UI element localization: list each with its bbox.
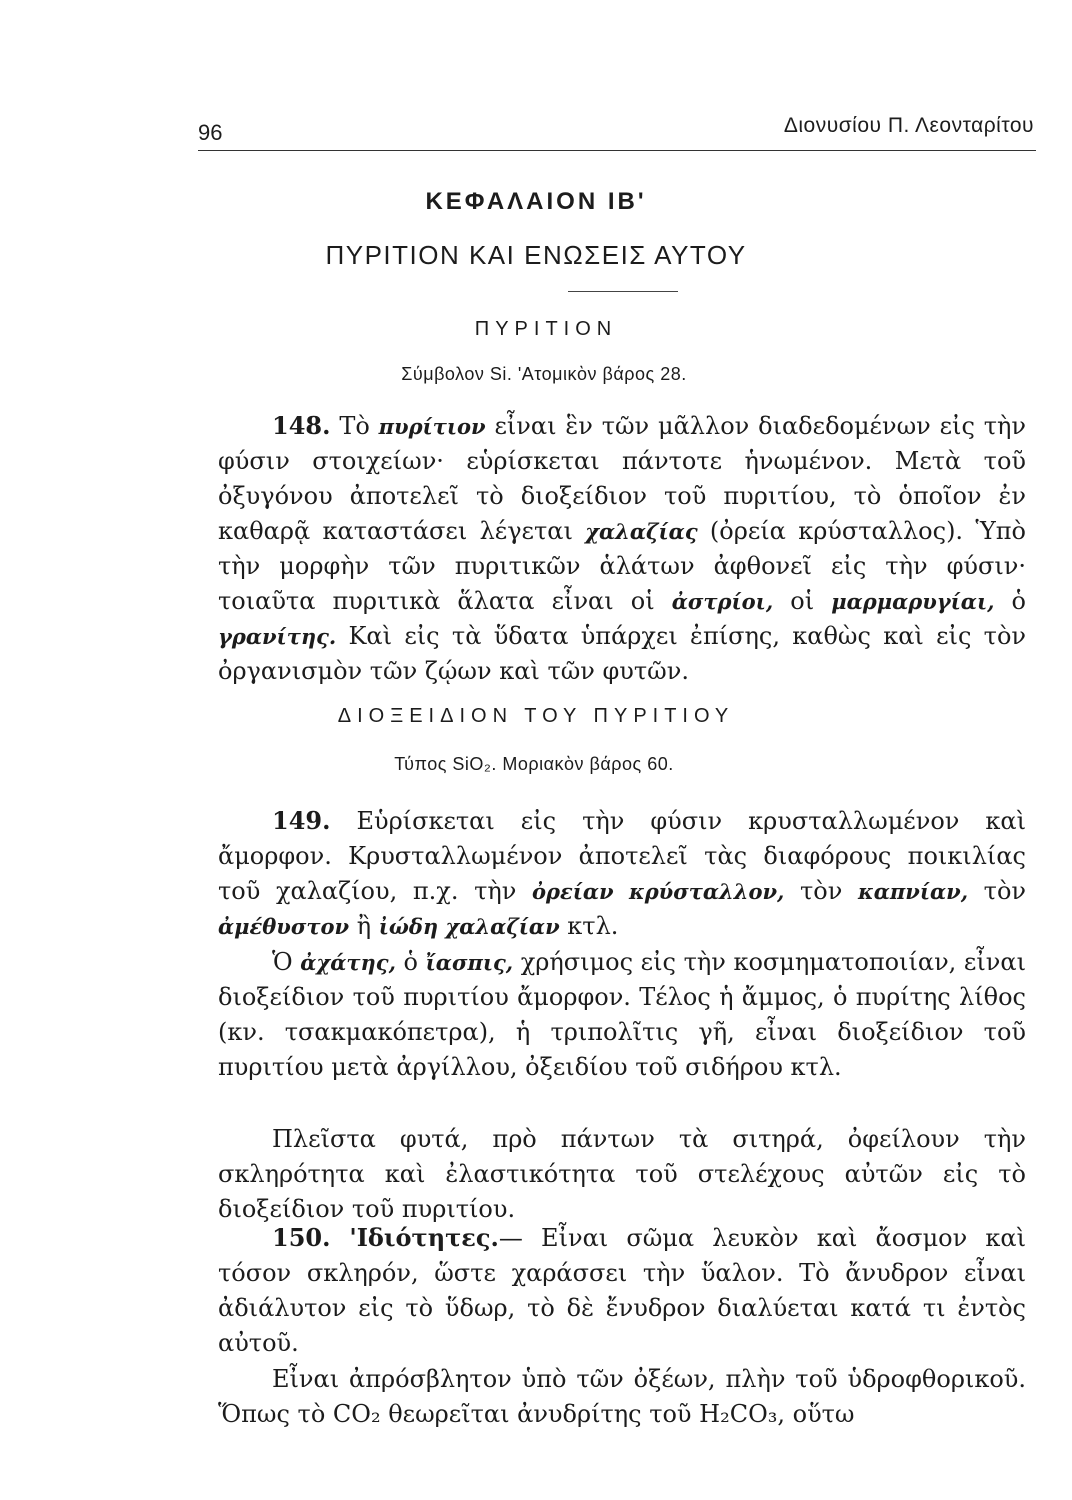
term: χαλαζίας (585, 519, 698, 544)
paragraph-150: 150. 'Ιδιότητες.— Εἶναι σῶμα λευκὸν καὶ ἄοσμον καὶ τόσον σκληρόν, ὥστε χαράσσει τὴν ὕαλον. Τὸ ἄνυδρον εἶναι ἀδιάλυτον εἰς τὸ ὕδωρ, τὸ δὲ ἔνυδρον διαλύεται κατά τι ἐντὸς αὐτοῦ. (218, 1223, 1026, 1357)
section-title-silicon-dioxide: ΔΙΟΞΕΙΔΙΟΝ ΤΟΥ ΠΥΡΙΤΙΟΥ (337, 705, 735, 727)
divider (568, 291, 678, 292)
term: ὀρείαν κρύσταλλον, (532, 879, 785, 904)
paragraph-number: 148. (272, 411, 331, 440)
paragraph-148: 148. Τὸ πυρίτιον εἶναι ἓν τῶν μᾶλλον διαδεδομένων εἰς τὴν φύσιν στοιχείων· εὑρίσκεται πάντοτε ἡνωμένον. Μετὰ τοῦ ὀξυγόνου ἀποτελεῖ τὸ διοξείδιον τοῦ πυριτίου, τὸ ὁποῖον ἐν καθαρᾷ καταστάσει λέγεται χαλαζίας (ὀρεία κρύσταλλος). Ὑπὸ τὴν μορφὴν τῶν πυριτικῶν ἁλάτων ἀφθονεῖ εἰς τὴν φύσιν· τοιαῦτα πυριτικὰ ἅλατα εἶναι οἱ ἀστρίοι, οἱ μαρμαρυγίαι, ὁ γρανίτης. Καὶ εἰς τὰ ὕδατα ὑπάρχει ἐπίσης, καθὼς καὶ εἰς τὸν ὀργανισμὸν τῶν ζῴων καὶ τῶν φυτῶν. (218, 411, 1027, 685)
term: ἀχάτης, (300, 950, 396, 975)
formula-line: Τύπος SiO₂. Μοριακὸν βάρος 60. (394, 754, 674, 774)
paragraph-plants: Πλεῖστα φυτά, πρὸ πάντων τὰ σιτηρά, ὀφείλουν τὴν σκληρότητα καὶ ἐλαστικότητα τοῦ στελέχους αὐτῶν εἰς τὸ διοξείδιον τοῦ πυριτίου. (218, 1125, 1026, 1223)
chapter-subtitle: ΠΥΡΙΤΙΟΝ ΚΑΙ ΕΝΩΣΕΙΣ ΑΥΤΟΥ (325, 240, 747, 270)
paragraph-agates: Ὁ ἀχάτης, ὁ ἴασπις, χρήσιμος εἰς τὴν κοσμηματοποιίαν, εἶναι διοξείδιον τοῦ πυριτίου ἄμορφον. Τέλος ἡ ἄμμος, ὁ πυρίτης λίθος (κν. τσακμακόπετρα), ἡ τριπολῖτις γῆ, εἶναι διοξείδιον τοῦ πυριτίου μετὰ ἀργίλλου, ὀξειδίου τοῦ σιδήρου κτλ. (218, 948, 1026, 1081)
paragraph-149: 149. Εὑρίσκεται εἰς τὴν φύσιν κρυσταλλωμένον καὶ ἄμορφον. Κρυσταλλωμένον ἀποτελεῖ τὰς διαφόρους ποικιλίας τοῦ χαλαζίου, π.χ. τὴν ὀρείαν κρύσταλλον, τὸν καπνίαν, τὸν ἀμέθυστον ἢ ἰώδη χαλαζίαν κτλ. (218, 806, 1026, 940)
term: μαρμαρυγίαι, (831, 589, 995, 614)
symbol-line: Σύμβολον Si. 'Ατομικὸν βάρος 28. (401, 364, 687, 384)
term: καπνίαν, (857, 879, 969, 904)
term: ἴασπις, (425, 950, 514, 975)
chapter-heading: ΚΕΦΑΛΑΙΟΝ ΙΒ' (425, 188, 647, 215)
page-number: 96 (198, 120, 223, 145)
section-title-silicon: ΠΥΡΙΤΙΟΝ (474, 318, 618, 340)
term: ἰώδη χαλαζίαν (378, 914, 560, 939)
running-header (198, 110, 1036, 150)
paragraph-number: 150. (272, 1223, 331, 1252)
paragraph-inert: Εἶναι ἀπρόσβλητον ὑπὸ τῶν ὀξέων, πλὴν τοῦ ὑδροφθορικοῦ. Ὅπως τὸ CO₂ θεωρεῖται ἀνυδρίτης τοῦ H₂CO₃, οὕτω (218, 1365, 1026, 1428)
paragraph-number: 149. (272, 806, 331, 835)
term: πυρίτιον (378, 414, 486, 439)
running-author: Διονυσίου Π. Λεονταρίτου (783, 114, 1034, 137)
properties-lead: 'Ιδιότητες. (330, 1223, 499, 1252)
term: ἀμέθυστον (218, 914, 350, 939)
header-rule (198, 150, 1036, 151)
term: ἀστρίοι, (671, 589, 774, 614)
term: γρανίτης. (218, 624, 337, 649)
